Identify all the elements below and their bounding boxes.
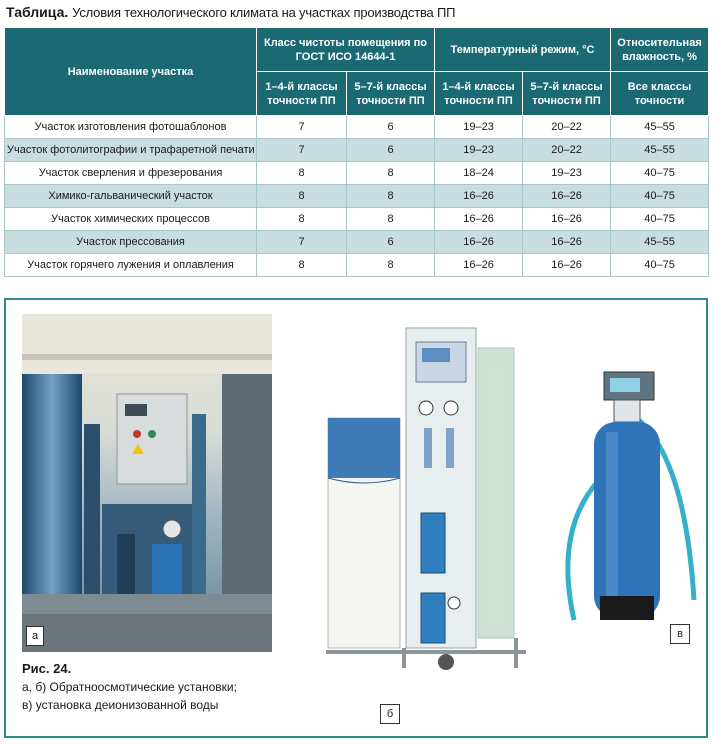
cell-class-1-4: 8 <box>257 185 347 208</box>
table-caption-bold: Таблица. <box>6 4 69 20</box>
cell-class-1-4: 8 <box>257 208 347 231</box>
photo-ro-unit-frame <box>306 318 536 678</box>
cell-humidity: 40–75 <box>611 254 709 277</box>
cell-area: Химико-гальванический участок <box>5 185 257 208</box>
header-class-group: Класс чистоты помещения по ГОСТ ИСО 14644-1 <box>257 28 435 72</box>
photo-label-v: в <box>670 624 690 644</box>
photo-label-b: б <box>380 704 400 724</box>
cell-humidity: 40–75 <box>611 162 709 185</box>
header-humidity-group: Относительная влажность, % <box>611 28 709 72</box>
cell-humidity: 45–55 <box>611 139 709 162</box>
figure-caption-title: Рис. 24. <box>22 661 72 676</box>
cell-class-5-7: 8 <box>347 208 435 231</box>
cell-humidity: 45–55 <box>611 116 709 139</box>
table-caption-text: Условия технологического климата на участках производства ПП <box>72 5 456 20</box>
cell-temp-5-7: 16–26 <box>523 185 611 208</box>
cell-class-1-4: 7 <box>257 116 347 139</box>
header-temp-group: Температурный режим, °С <box>435 28 611 72</box>
cell-area: Участок фотолитографии и трафаретной печати <box>5 139 257 162</box>
deionized-water-unit-illustration <box>554 360 704 640</box>
figure-frame <box>4 298 708 738</box>
cell-temp-5-7: 16–26 <box>523 208 611 231</box>
subheader-class-5-7: 5–7-й классы точности ПП <box>347 72 435 116</box>
cell-temp-5-7: 20–22 <box>523 116 611 139</box>
cell-area: Участок сверления и фрезерования <box>5 162 257 185</box>
cell-class-5-7: 6 <box>347 116 435 139</box>
figure-caption-line-2: в) установка деионизованной воды <box>22 698 219 712</box>
cell-area: Участок изготовления фотошаблонов <box>5 116 257 139</box>
subheader-class-1-4: 1–4-й классы точности ПП <box>257 72 347 116</box>
table-row <box>5 231 709 254</box>
cell-humidity: 40–75 <box>611 208 709 231</box>
cell-class-1-4: 7 <box>257 139 347 162</box>
table-row <box>5 254 709 277</box>
table-row <box>5 139 709 162</box>
cell-class-1-4: 8 <box>257 162 347 185</box>
cell-humidity: 40–75 <box>611 185 709 208</box>
table-row <box>5 162 709 185</box>
cell-temp-1-4: 16–26 <box>435 231 523 254</box>
cell-temp-1-4: 16–26 <box>435 254 523 277</box>
cell-class-5-7: 8 <box>347 162 435 185</box>
table-row <box>5 116 709 139</box>
cell-class-1-4: 8 <box>257 254 347 277</box>
table-row <box>5 185 709 208</box>
table-row <box>5 208 709 231</box>
photo-label-a: а <box>26 626 44 646</box>
cell-class-5-7: 6 <box>347 231 435 254</box>
cell-area: Участок горячего лужения и оплавления <box>5 254 257 277</box>
subheader-temp-1-4: 1–4-й классы точности ПП <box>435 72 523 116</box>
cell-temp-1-4: 18–24 <box>435 162 523 185</box>
cell-area: Участок химических процессов <box>5 208 257 231</box>
cell-temp-1-4: 16–26 <box>435 208 523 231</box>
cell-temp-5-7: 16–26 <box>523 231 611 254</box>
cell-temp-1-4: 16–26 <box>435 185 523 208</box>
ro-plant-installed-illustration <box>22 314 272 652</box>
cell-area: Участок прессования <box>5 231 257 254</box>
photo-deionized-water-unit <box>554 360 704 640</box>
cell-temp-1-4: 19–23 <box>435 116 523 139</box>
ro-unit-frame-illustration <box>306 318 536 678</box>
cell-temp-5-7: 16–26 <box>523 254 611 277</box>
cell-humidity: 45–55 <box>611 231 709 254</box>
cell-temp-1-4: 19–23 <box>435 139 523 162</box>
figure-caption-line-1: а, б) Обратноосмотические установки; <box>22 680 237 694</box>
header-area: Наименование участка <box>5 28 257 116</box>
cell-class-5-7: 8 <box>347 254 435 277</box>
climate-table <box>4 27 709 277</box>
table-caption <box>6 4 455 20</box>
cell-class-5-7: 6 <box>347 139 435 162</box>
photo-ro-plant-installed <box>22 314 272 652</box>
cell-class-5-7: 8 <box>347 185 435 208</box>
cell-temp-5-7: 20–22 <box>523 139 611 162</box>
figure-caption <box>22 660 237 714</box>
subheader-temp-5-7: 5–7-й классы точности ПП <box>523 72 611 116</box>
cell-class-1-4: 7 <box>257 231 347 254</box>
subheader-humidity-all: Все классы точности <box>611 72 709 116</box>
cell-temp-5-7: 19–23 <box>523 162 611 185</box>
